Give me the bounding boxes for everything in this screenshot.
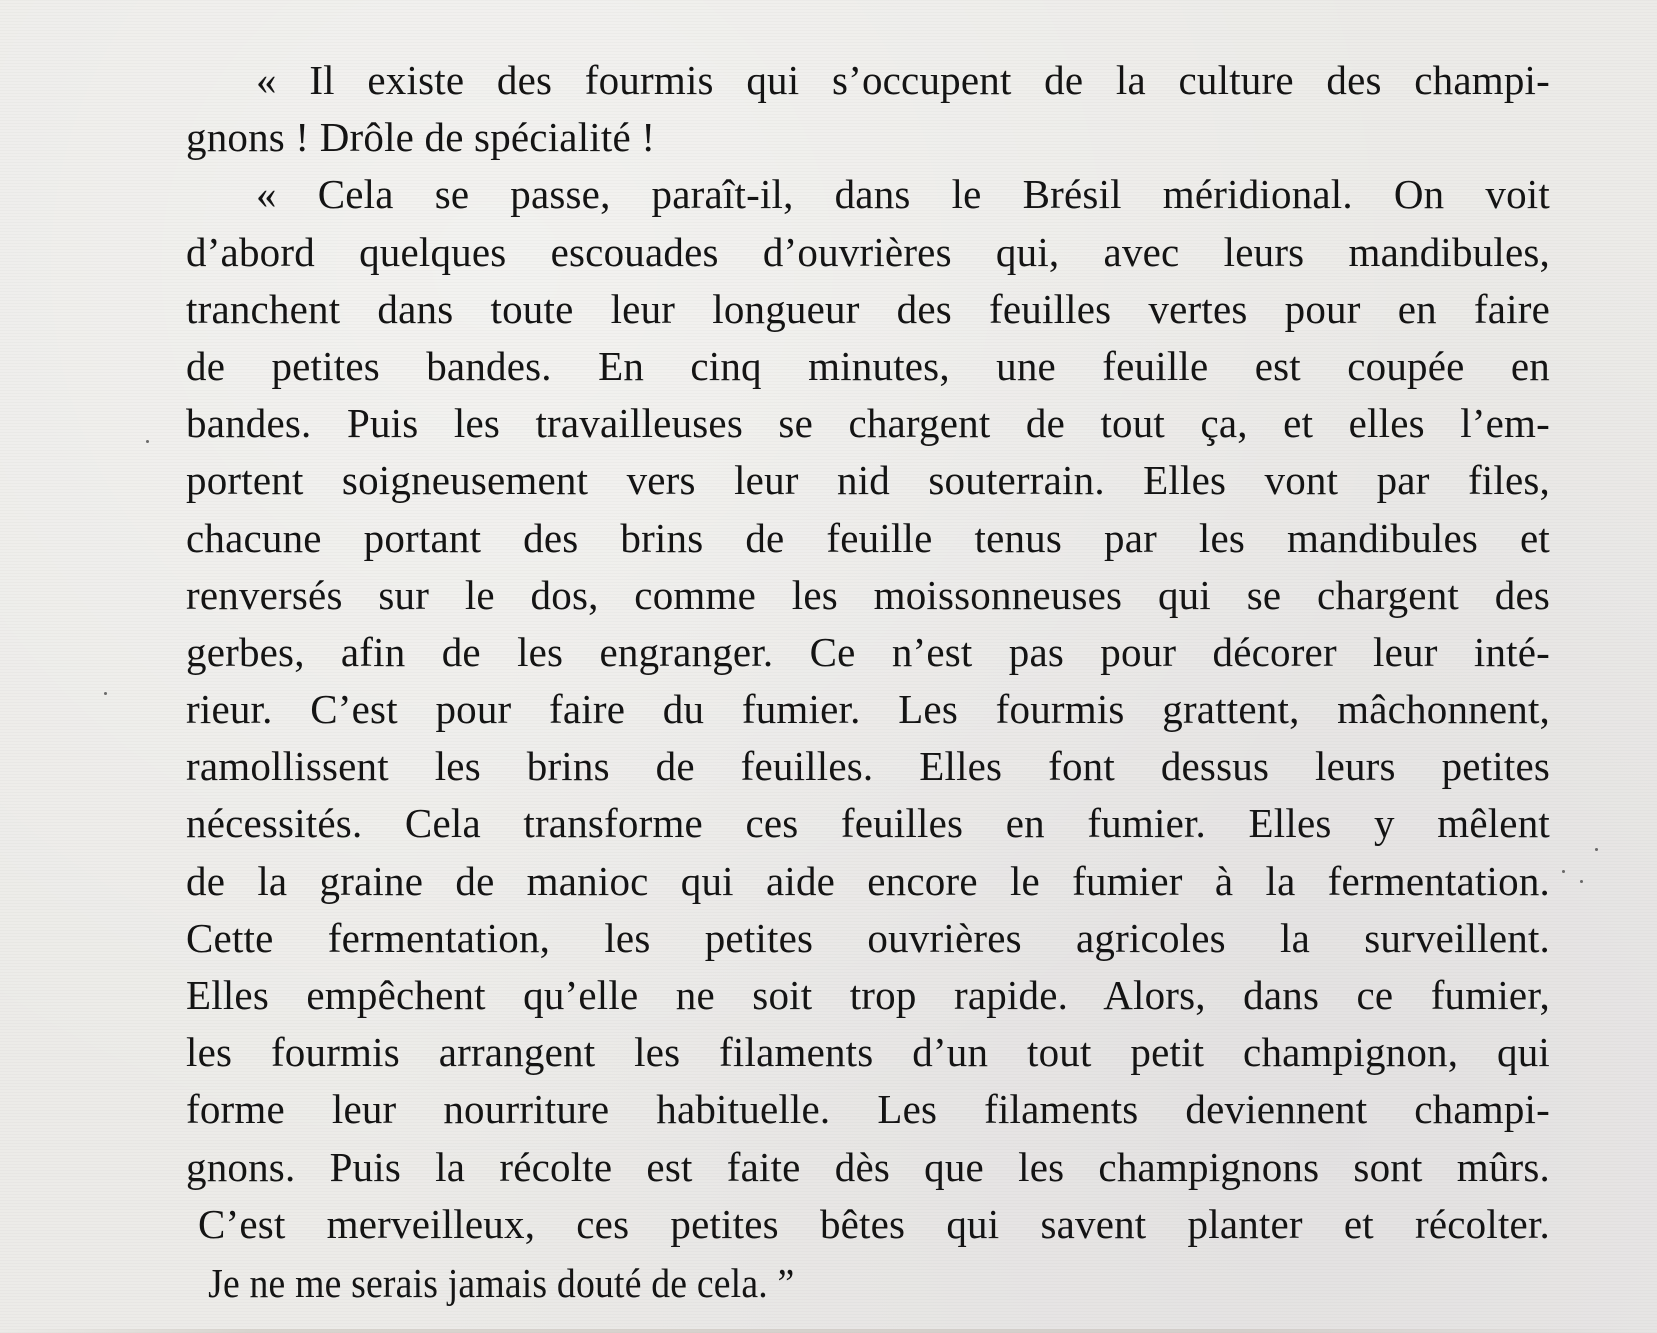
- text-line: de la graine de manioc qui aide encore le fumier à la fermentation.: [186, 857, 1550, 904]
- ink-speck: [104, 692, 107, 695]
- text-line: « Il existe des fourmis qui s’occupent de la culture des champi-: [256, 57, 1550, 103]
- text-line: C’est merveilleux, ces petites bêtes qui savent planter et récolter.: [198, 1200, 1550, 1247]
- text-line: renversés sur le dos, comme les moissonneuses qui se chargent des: [186, 571, 1550, 618]
- text-line: Cette fermentation, les petites ouvrières agricoles la surveillent.: [186, 914, 1550, 961]
- text-line: chacune portant des brins de feuille tenus par les mandibules et: [186, 514, 1550, 561]
- text-line: bandes. Puis les travailleuses se chargent de tout ça, et elles l’em-: [186, 400, 1550, 447]
- text-line: nécessités. Cela transforme ces feuilles en fumier. Elles y mêlent: [186, 800, 1550, 847]
- text-line: ramollissent les brins de feuilles. Elles font dessus leurs petites: [186, 743, 1550, 790]
- text-line: rieur. C’est pour faire du fumier. Les fourmis grattent, mâchonnent,: [186, 686, 1550, 733]
- text-line: gnons. Puis la récolte est faite dès que les champignons sont mûrs.: [186, 1143, 1550, 1190]
- text-line: portent soigneusement vers leur nid souterrain. Elles vont par files,: [186, 457, 1550, 504]
- page-edge: [0, 1329, 1657, 1333]
- ink-speck: [1562, 870, 1565, 873]
- ink-speck: [1580, 880, 1583, 883]
- text-line: Je ne me serais jamais douté de cela. ”: [208, 1259, 795, 1306]
- text-line: « Cela se passe, paraît-il, dans le Brésil méridional. On voit: [256, 171, 1550, 218]
- ink-speck: [146, 440, 149, 443]
- text-line: les fourmis arrangent les filaments d’un tout petit champignon, qui: [186, 1029, 1550, 1076]
- ink-speck: [1595, 848, 1598, 851]
- text-line: tranchent dans toute leur longueur des feuilles vertes pour en faire: [186, 285, 1550, 332]
- text-line: forme leur nourriture habituelle. Les filaments deviennent champi-: [186, 1086, 1550, 1133]
- text-line: Elles empêchent qu’elle ne soit trop rapide. Alors, dans ce fumier,: [186, 972, 1550, 1018]
- text-line: gnons ! Drôle de spécialité !: [186, 114, 656, 161]
- text-line: gerbes, afin de les engranger. Ce n’est pas pour décorer leur inté-: [186, 628, 1550, 675]
- text-line: d’abord quelques escouades d’ouvrières qui, avec leurs mandibules,: [186, 228, 1550, 275]
- body-text: [186, 52, 1550, 1312]
- text-line: de petites bandes. En cinq minutes, une feuille est coupée en: [186, 342, 1550, 389]
